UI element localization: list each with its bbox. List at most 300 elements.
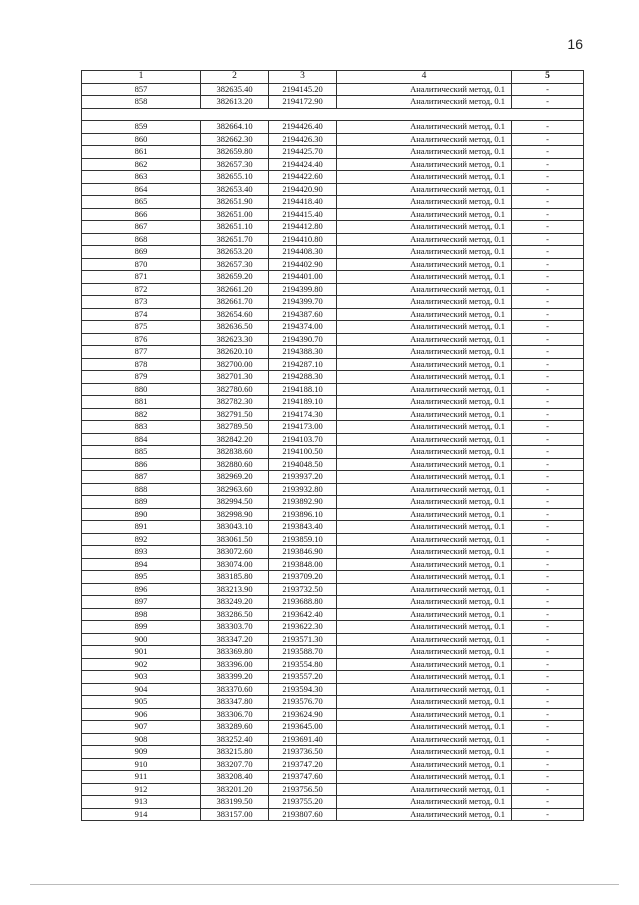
point-number-cell: 885 (82, 446, 201, 459)
x-coordinate-cell: 383369.80 (201, 646, 269, 659)
table-row (82, 708, 584, 721)
method-cell: Аналитический метод, 0.1 (337, 496, 512, 509)
point-number-cell: 865 (82, 196, 201, 209)
y-coordinate-cell: 2193688.80 (269, 596, 337, 609)
x-coordinate-cell: 382969.20 (201, 471, 269, 484)
point-number-cell: 887 (82, 471, 201, 484)
table-row (82, 408, 584, 421)
point-number-cell: 905 (82, 696, 201, 709)
note-cell: - (512, 596, 584, 609)
x-coordinate-cell: 382842.20 (201, 433, 269, 446)
note-cell: - (512, 171, 584, 184)
x-coordinate-cell: 383213.90 (201, 583, 269, 596)
table-row (82, 271, 584, 284)
point-number-cell: 901 (82, 646, 201, 659)
note-cell: - (512, 508, 584, 521)
table-row (82, 771, 584, 784)
y-coordinate-cell: 2193588.70 (269, 646, 337, 659)
y-coordinate-cell: 2193747.20 (269, 758, 337, 771)
table-row (82, 646, 584, 659)
method-cell: Аналитический метод, 0.1 (337, 83, 512, 96)
point-number-cell: 877 (82, 346, 201, 359)
y-coordinate-cell: 2193732.50 (269, 583, 337, 596)
note-cell: - (512, 646, 584, 659)
method-cell: Аналитический метод, 0.1 (337, 171, 512, 184)
note-cell: - (512, 746, 584, 759)
y-coordinate-cell: 2194401.00 (269, 271, 337, 284)
x-coordinate-cell: 383157.00 (201, 808, 269, 821)
note-cell: - (512, 133, 584, 146)
x-coordinate-cell: 383074.00 (201, 558, 269, 571)
y-coordinate-cell: 2193557.20 (269, 671, 337, 684)
x-coordinate-cell: 383185.80 (201, 571, 269, 584)
header-col-5: 5 (512, 71, 584, 84)
method-cell: Аналитический метод, 0.1 (337, 96, 512, 109)
y-coordinate-cell: 2194399.80 (269, 283, 337, 296)
x-coordinate-cell: 382662.30 (201, 133, 269, 146)
method-cell: Аналитический метод, 0.1 (337, 808, 512, 821)
table-row (82, 683, 584, 696)
note-cell: - (512, 358, 584, 371)
blank-separator-cell (82, 108, 584, 121)
x-coordinate-cell: 382661.20 (201, 283, 269, 296)
x-coordinate-cell: 382789.50 (201, 421, 269, 434)
point-number-cell: 907 (82, 721, 201, 734)
note-cell: - (512, 283, 584, 296)
table-row (82, 133, 584, 146)
y-coordinate-cell: 2194100.50 (269, 446, 337, 459)
y-coordinate-cell: 2194422.60 (269, 171, 337, 184)
note-cell: - (512, 633, 584, 646)
table-row (82, 321, 584, 334)
point-number-cell: 888 (82, 483, 201, 496)
note-cell: - (512, 796, 584, 809)
method-cell: Аналитический метод, 0.1 (337, 533, 512, 546)
note-cell: - (512, 446, 584, 459)
blank-separator-row (82, 108, 584, 121)
point-number-cell: 909 (82, 746, 201, 759)
method-cell: Аналитический метод, 0.1 (337, 433, 512, 446)
method-cell: Аналитический метод, 0.1 (337, 733, 512, 746)
table-row (82, 208, 584, 221)
method-cell: Аналитический метод, 0.1 (337, 508, 512, 521)
x-coordinate-cell: 383249.20 (201, 596, 269, 609)
note-cell: - (512, 258, 584, 271)
point-number-cell: 872 (82, 283, 201, 296)
y-coordinate-cell: 2194172.90 (269, 96, 337, 109)
note-cell: - (512, 383, 584, 396)
x-coordinate-cell: 383252.40 (201, 733, 269, 746)
coordinates-table (81, 70, 584, 821)
point-number-cell: 889 (82, 496, 201, 509)
x-coordinate-cell: 382635.40 (201, 83, 269, 96)
note-cell: - (512, 321, 584, 334)
y-coordinate-cell: 2193755.20 (269, 796, 337, 809)
point-number-cell: 880 (82, 383, 201, 396)
point-number-cell: 891 (82, 521, 201, 534)
note-cell: - (512, 346, 584, 359)
point-number-cell: 913 (82, 796, 201, 809)
x-coordinate-cell: 382659.80 (201, 146, 269, 159)
method-cell: Аналитический метод, 0.1 (337, 246, 512, 259)
x-coordinate-cell: 382838.60 (201, 446, 269, 459)
y-coordinate-cell: 2193736.50 (269, 746, 337, 759)
y-coordinate-cell: 2193937.20 (269, 471, 337, 484)
x-coordinate-cell: 382880.60 (201, 458, 269, 471)
table-row (82, 421, 584, 434)
note-cell: - (512, 758, 584, 771)
note-cell: - (512, 521, 584, 534)
table-row (82, 233, 584, 246)
method-cell: Аналитический метод, 0.1 (337, 271, 512, 284)
table-row (82, 308, 584, 321)
y-coordinate-cell: 2194288.30 (269, 371, 337, 384)
y-coordinate-cell: 2194424.40 (269, 158, 337, 171)
note-cell: - (512, 658, 584, 671)
note-cell: - (512, 558, 584, 571)
y-coordinate-cell: 2194402.90 (269, 258, 337, 271)
point-number-cell: 861 (82, 146, 201, 159)
x-coordinate-cell: 383043.10 (201, 521, 269, 534)
table-row (82, 783, 584, 796)
y-coordinate-cell: 2194426.30 (269, 133, 337, 146)
table-row (82, 446, 584, 459)
table-row (82, 358, 584, 371)
point-number-cell: 858 (82, 96, 201, 109)
note-cell: - (512, 421, 584, 434)
x-coordinate-cell: 383207.70 (201, 758, 269, 771)
table-row (82, 733, 584, 746)
point-number-cell: 898 (82, 608, 201, 621)
point-number-cell: 868 (82, 233, 201, 246)
table-row (82, 596, 584, 609)
x-coordinate-cell: 383208.40 (201, 771, 269, 784)
note-cell: - (512, 546, 584, 559)
method-cell: Аналитический метод, 0.1 (337, 621, 512, 634)
x-coordinate-cell: 383286.50 (201, 608, 269, 621)
y-coordinate-cell: 2193747.60 (269, 771, 337, 784)
method-cell: Аналитический метод, 0.1 (337, 583, 512, 596)
note-cell: - (512, 196, 584, 209)
note-cell: - (512, 696, 584, 709)
x-coordinate-cell: 383289.60 (201, 721, 269, 734)
method-cell: Аналитический метод, 0.1 (337, 183, 512, 196)
y-coordinate-cell: 2193807.60 (269, 808, 337, 821)
point-number-cell: 867 (82, 221, 201, 234)
x-coordinate-cell: 382653.40 (201, 183, 269, 196)
method-cell: Аналитический метод, 0.1 (337, 746, 512, 759)
point-number-cell: 912 (82, 783, 201, 796)
method-cell: Аналитический метод, 0.1 (337, 221, 512, 234)
point-number-cell: 894 (82, 558, 201, 571)
method-cell: Аналитический метод, 0.1 (337, 333, 512, 346)
method-cell: Аналитический метод, 0.1 (337, 233, 512, 246)
y-coordinate-cell: 2193848.00 (269, 558, 337, 571)
note-cell: - (512, 96, 584, 109)
method-cell: Аналитический метод, 0.1 (337, 158, 512, 171)
method-cell: Аналитический метод, 0.1 (337, 671, 512, 684)
point-number-cell: 881 (82, 396, 201, 409)
y-coordinate-cell: 2193594.30 (269, 683, 337, 696)
x-coordinate-cell: 382655.10 (201, 171, 269, 184)
point-number-cell: 910 (82, 758, 201, 771)
table-row (82, 571, 584, 584)
note-cell: - (512, 308, 584, 321)
method-cell: Аналитический метод, 0.1 (337, 383, 512, 396)
point-number-cell: 882 (82, 408, 201, 421)
note-cell: - (512, 683, 584, 696)
note-cell: - (512, 671, 584, 684)
method-cell: Аналитический метод, 0.1 (337, 296, 512, 309)
x-coordinate-cell: 382664.10 (201, 121, 269, 134)
table-row (82, 746, 584, 759)
note-cell: - (512, 233, 584, 246)
method-cell: Аналитический метод, 0.1 (337, 208, 512, 221)
x-coordinate-cell: 383347.20 (201, 633, 269, 646)
y-coordinate-cell: 2194387.60 (269, 308, 337, 321)
note-cell: - (512, 583, 584, 596)
table-row (82, 346, 584, 359)
note-cell: - (512, 183, 584, 196)
y-coordinate-cell: 2193624.90 (269, 708, 337, 721)
x-coordinate-cell: 383199.50 (201, 796, 269, 809)
x-coordinate-cell: 382998.90 (201, 508, 269, 521)
note-cell: - (512, 396, 584, 409)
y-coordinate-cell: 2193843.40 (269, 521, 337, 534)
point-number-cell: 871 (82, 271, 201, 284)
method-cell: Аналитический метод, 0.1 (337, 196, 512, 209)
method-cell: Аналитический метод, 0.1 (337, 446, 512, 459)
x-coordinate-cell: 382620.10 (201, 346, 269, 359)
y-coordinate-cell: 2193932.80 (269, 483, 337, 496)
note-cell: - (512, 271, 584, 284)
y-coordinate-cell: 2194399.70 (269, 296, 337, 309)
method-cell: Аналитический метод, 0.1 (337, 358, 512, 371)
table-row (82, 533, 584, 546)
method-cell: Аналитический метод, 0.1 (337, 133, 512, 146)
point-number-cell: 866 (82, 208, 201, 221)
x-coordinate-cell: 382661.70 (201, 296, 269, 309)
table-row (82, 83, 584, 96)
x-coordinate-cell: 383347.80 (201, 696, 269, 709)
header-col-2: 2 (201, 71, 269, 84)
note-cell: - (512, 771, 584, 784)
table-row (82, 633, 584, 646)
method-cell: Аналитический метод, 0.1 (337, 471, 512, 484)
y-coordinate-cell: 2194188.10 (269, 383, 337, 396)
method-cell: Аналитический метод, 0.1 (337, 608, 512, 621)
y-coordinate-cell: 2194388.30 (269, 346, 337, 359)
point-number-cell: 863 (82, 171, 201, 184)
y-coordinate-cell: 2193645.00 (269, 721, 337, 734)
x-coordinate-cell: 382791.50 (201, 408, 269, 421)
page-number: 16 (567, 36, 583, 52)
y-coordinate-cell: 2194425.70 (269, 146, 337, 159)
table-row (82, 96, 584, 109)
table-row (82, 671, 584, 684)
table-row (82, 808, 584, 821)
note-cell: - (512, 483, 584, 496)
bottom-rule (30, 884, 619, 885)
method-cell: Аналитический метод, 0.1 (337, 558, 512, 571)
method-cell: Аналитический метод, 0.1 (337, 796, 512, 809)
y-coordinate-cell: 2194174.30 (269, 408, 337, 421)
point-number-cell: 886 (82, 458, 201, 471)
y-coordinate-cell: 2193691.40 (269, 733, 337, 746)
y-coordinate-cell: 2194145.20 (269, 83, 337, 96)
x-coordinate-cell: 382701.30 (201, 371, 269, 384)
x-coordinate-cell: 382657.30 (201, 158, 269, 171)
note-cell: - (512, 621, 584, 634)
table-row (82, 183, 584, 196)
table-row (82, 496, 584, 509)
method-cell: Аналитический метод, 0.1 (337, 596, 512, 609)
note-cell: - (512, 458, 584, 471)
point-number-cell: 874 (82, 308, 201, 321)
point-number-cell: 875 (82, 321, 201, 334)
method-cell: Аналитический метод, 0.1 (337, 483, 512, 496)
point-number-cell: 862 (82, 158, 201, 171)
method-cell: Аналитический метод, 0.1 (337, 421, 512, 434)
table-row (82, 258, 584, 271)
y-coordinate-cell: 2193892.90 (269, 496, 337, 509)
note-cell: - (512, 783, 584, 796)
method-cell: Аналитический метод, 0.1 (337, 321, 512, 334)
note-cell: - (512, 246, 584, 259)
table-row (82, 521, 584, 534)
method-cell: Аналитический метод, 0.1 (337, 258, 512, 271)
point-number-cell: 864 (82, 183, 201, 196)
note-cell: - (512, 496, 584, 509)
x-coordinate-cell: 382651.90 (201, 196, 269, 209)
x-coordinate-cell: 382657.30 (201, 258, 269, 271)
note-cell: - (512, 471, 584, 484)
point-number-cell: 911 (82, 771, 201, 784)
table-row (82, 433, 584, 446)
point-number-cell: 896 (82, 583, 201, 596)
x-coordinate-cell: 383201.20 (201, 783, 269, 796)
point-number-cell: 904 (82, 683, 201, 696)
note-cell: - (512, 608, 584, 621)
y-coordinate-cell: 2193554.80 (269, 658, 337, 671)
note-cell: - (512, 708, 584, 721)
x-coordinate-cell: 383072.60 (201, 546, 269, 559)
note-cell: - (512, 371, 584, 384)
point-number-cell: 903 (82, 671, 201, 684)
note-cell: - (512, 571, 584, 584)
table-row (82, 146, 584, 159)
table-row (82, 221, 584, 234)
table-row (82, 383, 584, 396)
y-coordinate-cell: 2193709.20 (269, 571, 337, 584)
note-cell: - (512, 83, 584, 96)
note-cell: - (512, 296, 584, 309)
y-coordinate-cell: 2193576.70 (269, 696, 337, 709)
table-row (82, 608, 584, 621)
point-number-cell: 899 (82, 621, 201, 634)
y-coordinate-cell: 2193642.40 (269, 608, 337, 621)
x-coordinate-cell: 382613.20 (201, 96, 269, 109)
y-coordinate-cell: 2193859.10 (269, 533, 337, 546)
point-number-cell: 859 (82, 121, 201, 134)
point-number-cell: 879 (82, 371, 201, 384)
y-coordinate-cell: 2194426.40 (269, 121, 337, 134)
header-col-1: 1 (82, 71, 201, 84)
note-cell: - (512, 408, 584, 421)
y-coordinate-cell: 2194103.70 (269, 433, 337, 446)
point-number-cell: 876 (82, 333, 201, 346)
method-cell: Аналитический метод, 0.1 (337, 633, 512, 646)
note-cell: - (512, 433, 584, 446)
table-row (82, 283, 584, 296)
table-row (82, 696, 584, 709)
method-cell: Аналитический метод, 0.1 (337, 408, 512, 421)
method-cell: Аналитический метод, 0.1 (337, 346, 512, 359)
point-number-cell: 883 (82, 421, 201, 434)
table-row (82, 121, 584, 134)
y-coordinate-cell: 2193846.90 (269, 546, 337, 559)
point-number-cell: 857 (82, 83, 201, 96)
point-number-cell: 908 (82, 733, 201, 746)
x-coordinate-cell: 383399.20 (201, 671, 269, 684)
table-row (82, 371, 584, 384)
table-row (82, 333, 584, 346)
note-cell: - (512, 158, 584, 171)
x-coordinate-cell: 382994.50 (201, 496, 269, 509)
note-cell: - (512, 221, 584, 234)
y-coordinate-cell: 2194189.10 (269, 396, 337, 409)
method-cell: Аналитический метод, 0.1 (337, 708, 512, 721)
point-number-cell: 869 (82, 246, 201, 259)
point-number-cell: 902 (82, 658, 201, 671)
x-coordinate-cell: 383303.70 (201, 621, 269, 634)
table-row (82, 721, 584, 734)
note-cell: - (512, 146, 584, 159)
y-coordinate-cell: 2194173.00 (269, 421, 337, 434)
table-row (82, 458, 584, 471)
x-coordinate-cell: 382700.00 (201, 358, 269, 371)
point-number-cell: 906 (82, 708, 201, 721)
method-cell: Аналитический метод, 0.1 (337, 721, 512, 734)
point-number-cell: 878 (82, 358, 201, 371)
method-cell: Аналитический метод, 0.1 (337, 546, 512, 559)
point-number-cell: 895 (82, 571, 201, 584)
y-coordinate-cell: 2194412.80 (269, 221, 337, 234)
table-row (82, 546, 584, 559)
y-coordinate-cell: 2194418.40 (269, 196, 337, 209)
method-cell: Аналитический метод, 0.1 (337, 396, 512, 409)
header-col-3: 3 (269, 71, 337, 84)
table-row (82, 158, 584, 171)
table-row (82, 583, 584, 596)
point-number-cell: 870 (82, 258, 201, 271)
method-cell: Аналитический метод, 0.1 (337, 283, 512, 296)
x-coordinate-cell: 382651.10 (201, 221, 269, 234)
table-row (82, 396, 584, 409)
y-coordinate-cell: 2194048.50 (269, 458, 337, 471)
x-coordinate-cell: 383396.00 (201, 658, 269, 671)
method-cell: Аналитический метод, 0.1 (337, 646, 512, 659)
method-cell: Аналитический метод, 0.1 (337, 458, 512, 471)
table-row (82, 246, 584, 259)
method-cell: Аналитический метод, 0.1 (337, 308, 512, 321)
y-coordinate-cell: 2194390.70 (269, 333, 337, 346)
x-coordinate-cell: 382782.30 (201, 396, 269, 409)
y-coordinate-cell: 2194415.40 (269, 208, 337, 221)
method-cell: Аналитический метод, 0.1 (337, 371, 512, 384)
table-row (82, 796, 584, 809)
note-cell: - (512, 121, 584, 134)
